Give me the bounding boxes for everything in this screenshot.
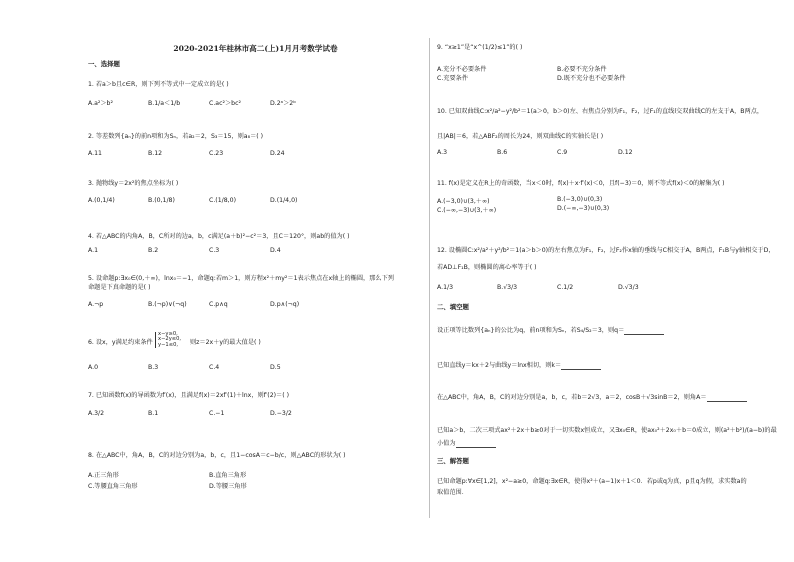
option-c[interactable]: C.p∧q — [209, 301, 228, 308]
option-b[interactable]: B.6 — [497, 149, 508, 156]
question-12-stem-continued: 若AD⊥F₁B，则椭圆的离心率等于( ) — [437, 264, 537, 271]
section-solve-heading: 三、解答题 — [437, 457, 469, 465]
option-a[interactable]: A.(0,1/4) — [88, 197, 115, 204]
question-12-stem: 12. 设椭圆C:x²/a²＋y²/b²＝1(a＞b＞0)的左右焦点为F₁，F₂，过F₂作x轴的垂线与C相交于A，B两点，F₁B与y轴相交于D， — [437, 247, 775, 254]
question-5-stem: 5. 设命题p:∃x₀∈(0,＋∞)，lnx₀＝−1，命题q:若m＞1，则方程x²＋my²＝1表示焦点在x轴上的椭圆，那么下列 — [88, 275, 394, 282]
option-a[interactable]: A.11 — [88, 150, 102, 157]
question-2-options — [88, 150, 423, 158]
question-12-options — [437, 284, 767, 292]
question-6-options — [88, 364, 423, 372]
option-c[interactable]: C.等腰直角三角形 — [88, 483, 138, 490]
answer-blank[interactable] — [456, 441, 496, 448]
option-d[interactable]: D.24 — [270, 150, 285, 157]
option-d[interactable]: D.√3/3 — [618, 284, 639, 291]
column-divider — [429, 38, 430, 518]
answer-blank[interactable] — [561, 363, 601, 370]
question-9-options-row2 — [437, 73, 767, 81]
option-c[interactable]: C.ac²＞bc² — [209, 100, 241, 107]
option-a[interactable]: A.3/2 — [88, 410, 105, 417]
question-6-stem-lead: 6. 设x，y满足约束条件 — [88, 339, 153, 346]
question-1-options — [88, 98, 423, 106]
constraint-2: x−2y≤0, — [158, 336, 182, 343]
constraint-3: y−1≤0, — [158, 341, 179, 348]
question-11-options-row2 — [437, 205, 767, 213]
question-7-options — [88, 410, 423, 418]
fill-question-2-text: 已知直线y＝kx＋2与曲线y＝lnx相切，则k＝ — [437, 362, 562, 369]
option-b[interactable]: B.1 — [148, 410, 159, 417]
option-a[interactable]: A.1/3 — [437, 284, 454, 291]
option-d[interactable]: D.既不充分也不必要条件 — [557, 75, 626, 82]
exam-title: 2020-2021年桂林市高二(上)1月月考数学试卷 — [173, 44, 338, 53]
fill-question-1 — [437, 327, 767, 335]
option-b[interactable]: B.直角三角形 — [209, 472, 247, 479]
question-4-options — [88, 247, 423, 255]
question-1-stem: 1. 若a＞b且c∈R，则下列不等式中一定成立的是( ) — [88, 81, 229, 88]
option-a[interactable]: A.1 — [88, 247, 99, 254]
option-b[interactable]: B.(−3,0)∪(0,3) — [557, 196, 603, 203]
option-a[interactable]: A.充分不必要条件 — [437, 66, 487, 73]
option-b[interactable]: B.√3/3 — [497, 284, 518, 291]
option-b[interactable]: B.12 — [148, 150, 163, 157]
option-b[interactable]: B.必要不充分条件 — [557, 66, 607, 73]
option-a[interactable]: A.正三角形 — [88, 472, 119, 479]
option-c[interactable]: C.(1/8,0) — [209, 197, 236, 204]
option-a[interactable]: A.(−3,0)∪(3,＋∞) — [437, 198, 490, 205]
option-d[interactable]: D.(−∞,−3)∪(0,3) — [557, 205, 610, 212]
option-d[interactable]: D.(1/4,0) — [270, 197, 298, 204]
left-column — [88, 0, 423, 562]
constraint-1: x−y≥0, — [158, 331, 178, 337]
option-b[interactable]: B.(0,1/8) — [148, 197, 175, 204]
option-d[interactable]: D.12 — [618, 149, 633, 156]
question-6-stem-tail: 则z＝2x＋y的最大值是( ) — [190, 339, 261, 346]
option-d[interactable]: D.等腰三角形 — [209, 483, 247, 490]
option-c[interactable]: C.23 — [209, 150, 224, 157]
question-6-stem — [88, 331, 423, 348]
question-3-stem: 3. 抛物线y＝2x²的焦点坐标为( ) — [88, 180, 179, 187]
option-b[interactable]: B.2 — [148, 247, 159, 254]
option-a[interactable]: A.3 — [437, 149, 448, 156]
fill-question-4-continued — [437, 440, 767, 448]
option-c[interactable]: C.充要条件 — [437, 75, 469, 82]
solve-question-1-continued: 取值范围． — [437, 489, 468, 496]
option-d[interactable]: D.4 — [270, 247, 281, 254]
fill-question-2 — [437, 362, 767, 370]
question-10-options — [437, 149, 767, 157]
solve-question-1: 已知命题p:∀x∈[1,2]，x²−a≥0，命题q:∃x∈R，使得x²＋(a−1)x＋1＜0．若p或q为真，p且q为假，求实数a的 — [437, 478, 747, 485]
section-fill-heading: 二、填空题 — [437, 303, 469, 311]
question-4-stem: 4. 若△ABC的内角A，B，C所对的边a，b，c满足(a＋b)²−c²＝3，且C＝120°，则ab的值为( ) — [88, 233, 350, 240]
question-9-options-row1 — [437, 64, 767, 72]
fill-question-1-text: 设正项等比数列{aₙ}的公比为q，前n项和为Sₙ，若S₄/S₂＝3，则q＝ — [437, 327, 625, 334]
fill-question-3 — [437, 394, 767, 402]
question-8-options-row1 — [88, 470, 423, 478]
option-c[interactable]: C.3 — [209, 247, 220, 254]
answer-blank[interactable] — [707, 395, 747, 402]
question-11-options-row1 — [437, 196, 767, 204]
option-b[interactable]: B.1/a＜1/b — [148, 100, 181, 107]
option-c[interactable]: C.−1 — [209, 410, 225, 417]
answer-blank[interactable] — [624, 328, 664, 335]
option-d[interactable]: D.2ᵃ＞2ᵇ — [270, 100, 296, 107]
right-column — [437, 0, 777, 562]
question-2-stem: 2. 等差数列{aₙ}的前n项和为Sₙ，若a₂＝2，S₃＝15，则a₈＝( ) — [88, 133, 264, 140]
fill-question-4-text-line2: 小值为 — [437, 440, 456, 447]
question-10-stem: 10. 已知双曲线C:x²/a²−y²/b²＝1(a＞0，b＞0)左、右焦点分别为F₁，F₂，过F₁的直线l交双曲线C的左支于A，B两点， — [437, 108, 764, 115]
option-d[interactable]: D.−3/2 — [270, 410, 292, 417]
question-10-stem-continued: 且|AB|＝6，若△ABF₂的周长为24，则双曲线C的实轴长是( ) — [437, 133, 604, 140]
question-9-stem: 9. “x≥1”是“x^(1/2)≤1”的( ) — [437, 44, 523, 51]
option-b[interactable]: B.3 — [148, 364, 159, 371]
question-3-options — [88, 197, 423, 205]
option-d[interactable]: D.p∧(¬q) — [270, 301, 300, 308]
option-a[interactable]: A.0 — [88, 364, 99, 371]
fill-question-4-text: 已知a＞b，二次三项式ax²＋2x＋b≥0对于一切实数x恒成立，又∃x₀∈R，使ax₀²＋2x₀＋b＝0成立，则(a²＋b²)/(a−b)的最 — [437, 427, 777, 434]
question-7-stem: 7. 已知函数f(x)的导函数为f′(x)，且满足f(x)＝2xf′(1)＋lnx，则f′(2)＝( ) — [88, 392, 290, 399]
option-c[interactable]: C.9 — [557, 149, 568, 156]
option-c[interactable]: C.1/2 — [557, 284, 574, 291]
option-d[interactable]: D.5 — [270, 364, 281, 371]
constraint-system — [155, 332, 181, 348]
question-5-options — [88, 301, 423, 309]
fill-question-3-text: 在△ABC中，角A，B，C的对边分别是a，b，c，若b＝2√3，a＝2，cosB＋√3sinB＝2，则角A＝ — [437, 394, 707, 401]
section-choice-heading: 一、选择题 — [88, 60, 120, 68]
question-8-stem: 8. 在△ABC中，角A，B，C的对边分别为a，b，c，且1−cosA＝c−b/c，则△ABC的形状为( ) — [88, 452, 346, 459]
question-11-stem: 11. f(x)是定义在R上的奇函数，当x＜0时，f(x)＋x·f′(x)＜0，且f(−3)＝0，则不等式f(x)＜0的解集为( ) — [437, 180, 725, 187]
question-8-options-row2 — [88, 481, 423, 489]
option-a[interactable]: A.¬p — [88, 301, 104, 308]
option-b[interactable]: B.(¬p)∨(¬q) — [148, 301, 187, 308]
question-5-stem-continued: 命题是下真命题的是( ) — [88, 284, 151, 291]
option-c[interactable]: C.(−∞,−3)∪(3,＋∞) — [437, 207, 497, 214]
fill-question-4 — [437, 427, 777, 435]
option-a[interactable]: A.a²＞b² — [88, 100, 113, 107]
option-c[interactable]: C.4 — [209, 364, 220, 371]
